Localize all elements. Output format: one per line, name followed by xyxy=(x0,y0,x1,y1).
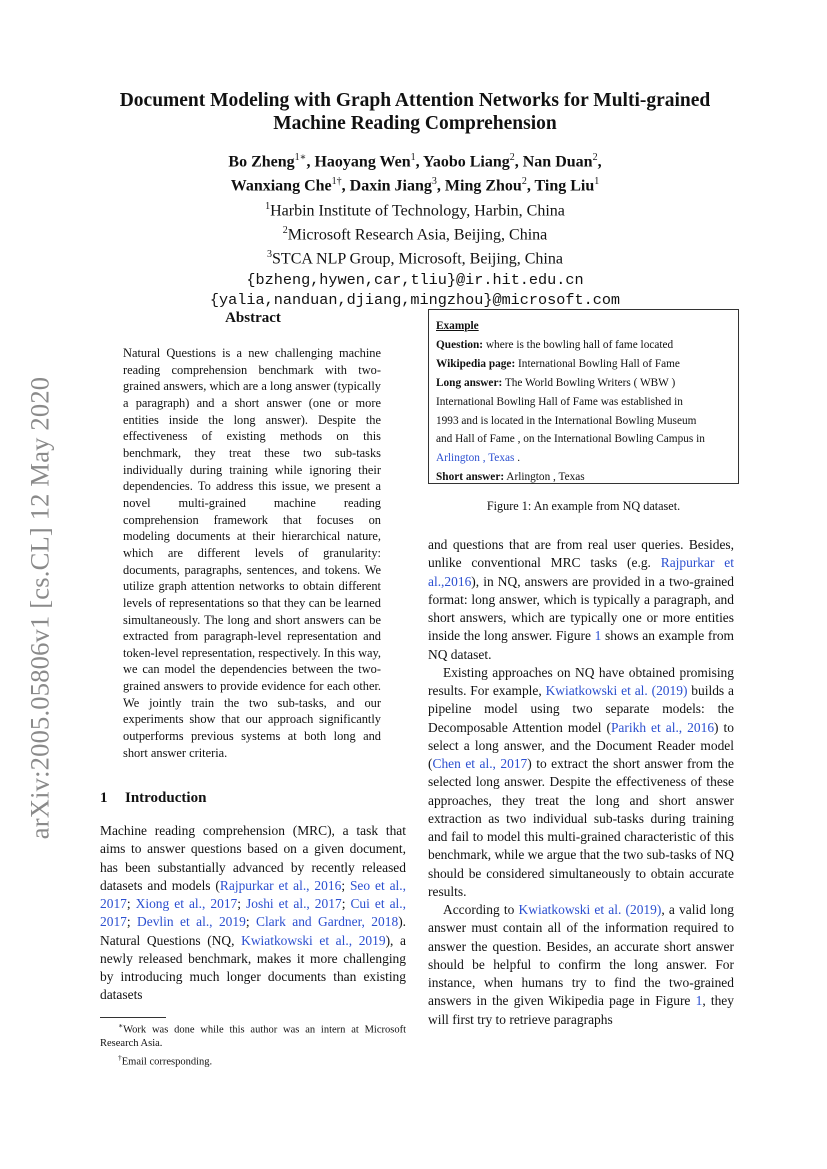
footnote-rule xyxy=(100,1017,166,1018)
citation-link[interactable]: Devlin et al., 2019 xyxy=(137,914,246,930)
author-sup: 2 xyxy=(592,152,598,163)
author-line-2 xyxy=(100,172,730,196)
affiliation-sup: 1 xyxy=(265,200,271,212)
citation-link[interactable]: Xiong et al., 2017 xyxy=(135,896,238,911)
body-text: ), a newly released benchmark, makes it more challenging by introducing much longer documents than existing datasets xyxy=(100,932,406,1003)
intro-paragraph: Machine reading comprehension (MRC), a task that aims to answer questions based on a given document, has been substantially advanced by recently released datasets and models (Rajpurkar et al., 2016; Seo et al., 2017; Xiong et al., 2017; Joshi et al., 2017; Cui et al., 2017; Devlin et al., 2019; Clark and Gardner, 2018). Natural Questions (NQ, Kwiatkowski et al., 2019), a newly released benchmark, makes it more challenging by introducing much longer documents than existing datasets xyxy=(100,823,407,1003)
citation-link[interactable]: Clark and Gardner, 2018 xyxy=(255,914,399,930)
citation-link[interactable]: Kwiatkowski et al. (2019) xyxy=(518,902,662,917)
affiliation xyxy=(100,221,730,245)
body-text: ), in NQ, answers are provided in a two-grained format: long answer, which is typically a paragraph, and short answers, which are typically one or more entities inside the long answer. Figure xyxy=(428,573,734,644)
short-answer-highlight: Arlington , Texas xyxy=(436,452,515,465)
example-label: Short answer: xyxy=(436,471,505,484)
example-long-answer-line: International Bowling Hall of Fame was established in xyxy=(436,395,683,408)
author-sup: 1 xyxy=(410,152,416,163)
citation-link[interactable]: Seo et al., 2017 xyxy=(100,877,406,911)
body-text: According to xyxy=(443,902,519,917)
example-short-answer xyxy=(436,468,732,487)
example-label: Wikipedia page: xyxy=(436,357,516,370)
affiliation xyxy=(100,197,730,221)
author-block xyxy=(100,148,730,311)
citation-link[interactable]: Parikh et al., 2016 xyxy=(610,719,715,735)
example-value: Arlington , Texas xyxy=(504,471,585,484)
body-text: ). Natural Questions (NQ, xyxy=(100,914,407,948)
example-long-answer-line xyxy=(436,449,732,468)
example-heading: Example xyxy=(436,320,479,332)
example-label: Long answer: xyxy=(436,376,503,389)
example-question xyxy=(436,336,732,355)
section-heading-introduction xyxy=(100,790,206,807)
abstract-heading: Abstract xyxy=(225,310,281,326)
author-sep: , xyxy=(306,153,315,171)
author-name: Daxin Jiang xyxy=(349,177,432,195)
affiliation-text: STCA NLP Group, Microsoft, Beijing, China xyxy=(272,250,563,268)
citation-link[interactable]: Rajpurkar et al., 2016 xyxy=(219,877,342,893)
example-value: International Bowling Hall of Fame xyxy=(515,357,680,370)
body-paragraph xyxy=(428,536,734,664)
citation-link[interactable]: Rajpurkar et al.,2016 xyxy=(428,555,734,589)
author-sup: 1∗ xyxy=(294,152,307,163)
footnote-mark: ∗ xyxy=(118,1021,124,1030)
example-long-answer-line: and Hall of Fame , on the International Bowling Campus in xyxy=(436,433,705,446)
section-number: 1 xyxy=(100,790,108,806)
body-text: ) to extract the short answer from the selected long answer. Despite the effectiveness of these approaches, they treat the long and short answer extraction as two individual sub-tasks during training and fail to model this multi-grained characteristic of this benchmark, while we argue that the two sub-tasks of NQ should be considered simultaneously to obtain accurate results. xyxy=(428,756,734,899)
title-line-2: Machine Reading Comprehension xyxy=(273,113,557,134)
example-box xyxy=(428,309,739,484)
example-long-answer-line: 1993 and is located in the International Bowling Museum xyxy=(436,414,697,427)
author-name: Ting Liu xyxy=(534,177,595,195)
affiliation-text: Microsoft Research Asia, Beijing, China xyxy=(287,226,548,244)
author-name: Haoyang Wen xyxy=(314,153,411,171)
body-text: , they will first try to retrieve paragraphs xyxy=(428,993,734,1027)
example-wiki xyxy=(436,355,732,374)
title-line-1: Document Modeling with Graph Attention Networks for Multi-grained xyxy=(119,90,711,111)
author-name: Bo Zheng xyxy=(228,153,295,171)
affiliation xyxy=(100,245,730,269)
example-label: Question: xyxy=(436,338,484,351)
author-sep: , xyxy=(526,177,535,195)
affiliation-text: Harbin Institute of Technology, Harbin, China xyxy=(270,201,565,219)
example-value: The World Bowling Writers ( WBW ) xyxy=(502,376,676,389)
author-sup: 2 xyxy=(509,152,515,163)
author-name: Yaobo Liang xyxy=(423,153,510,171)
author-line-1 xyxy=(100,148,730,172)
body-text: builds a pipeline model using two separate models: the Decomposable Attention model ( xyxy=(428,683,734,735)
author-sep: , xyxy=(436,177,445,195)
body-text: ) to select a long answer, and the Document Reader model ( xyxy=(428,719,734,771)
body-paragraph xyxy=(428,664,734,901)
author-sep: , xyxy=(514,153,523,171)
author-sep: , xyxy=(415,153,424,171)
section-title: Introduction xyxy=(125,790,207,806)
citation-link[interactable]: Cui et al., 2017 xyxy=(100,896,406,930)
footnote xyxy=(100,1019,406,1051)
footnote xyxy=(100,1051,406,1069)
author-sep: , xyxy=(341,177,350,195)
footnote-text: Email corresponding. xyxy=(121,1056,213,1067)
figure-ref-link[interactable]: 1 xyxy=(695,993,703,1009)
footnotes xyxy=(100,1019,406,1069)
author-name: Wanxiang Che xyxy=(230,177,332,195)
citation-link[interactable]: Chen et al., 2017 xyxy=(432,756,528,771)
author-sup: 1† xyxy=(331,176,342,188)
affiliation-sup: 3 xyxy=(267,249,273,261)
author-name: Nan Duan xyxy=(522,153,593,171)
abstract-text: Natural Questions is a new challenging machine reading comprehension benchmark with two-grained answers, which are a long answer (typically a paragraph) and a short answer (one or more entities inside the long answer). Despite the effectiveness of existing methods on this benchmark, they treat these two sub-tasks individually during training while ignoring their dependencies. To address this issue, we present a novel multi-grained machine reading comprehension framework that focuses on modeling documents at their hierarchical nature, which are different levels of granularity: documents, paragraphs, sentences, and tokens. We utilize graph attention networks to obtain different levels of representations so that they can be learned simultaneously. The long and short answers can be extracted from paragraph-level representation and token-level representation, respectively. In this way, we can model the dependencies between the two-grained answers to provide evidence for each other. We jointly train the two sub-tasks, and our experiments show that our approach significantly outperforms previous systems at both long and short answer criteria. xyxy=(123,346,381,760)
body-text: Machine reading comprehension (MRC), a task that aims to answer questions based on a given document, has been substantially advanced by recently released datasets and models ( xyxy=(100,823,406,893)
figure-caption: Figure 1: An example from NQ dataset. xyxy=(486,499,681,513)
affiliation-sup: 2 xyxy=(282,224,288,236)
figure-ref-link[interactable]: 1 xyxy=(594,628,602,644)
footnote-text: Work was done while this author was an intern at Microsoft Research Asia. xyxy=(100,1024,406,1049)
example-value: where is the bowling hall of fame located xyxy=(483,338,674,351)
email-line: {bzheng,hywen,car,tliu}@ir.hit.edu.cn xyxy=(246,270,584,289)
citation-link[interactable]: Kwiatkowski et al., 2019 xyxy=(241,932,386,948)
example-long-answer xyxy=(436,374,732,393)
arxiv-stamp-text: arXiv:2005.05806v1 [cs.CL] 12 May 2020 xyxy=(24,376,55,840)
body-paragraph xyxy=(428,901,734,1029)
right-column-text xyxy=(428,536,734,1029)
author-name: Ming Zhou xyxy=(444,177,522,195)
citation-link[interactable]: Kwiatkowski et al. (2019) xyxy=(545,683,688,698)
paper-title xyxy=(100,89,730,135)
citation-link[interactable]: Joshi et al., 2017 xyxy=(246,896,342,911)
author-sup: 1 xyxy=(594,176,600,188)
footnote-mark: † xyxy=(118,1052,122,1062)
example-value: . xyxy=(514,452,521,465)
author-sup: 2 xyxy=(521,176,527,188)
body-text: shows an example from NQ dataset. xyxy=(428,628,734,662)
body-text: and questions that are from real user queries. Besides, unlike conventional MRC tasks (e.g. xyxy=(428,537,734,571)
author-sep: , xyxy=(597,153,602,171)
email-line: {yalia,nanduan,djiang,mingzhou}@microsoft.com xyxy=(209,291,621,310)
author-sup: 3 xyxy=(431,176,437,188)
body-text: , a valid long answer must contain all of the information required to answer the question. Besides, an accurate short answer should be helpful to confirm the long answer. For instance, when humans try to find the two-grained answers in the given Wikipedia page in Figure xyxy=(428,902,734,1009)
body-text: Existing approaches on NQ have obtained promising results. For example, xyxy=(428,664,734,698)
